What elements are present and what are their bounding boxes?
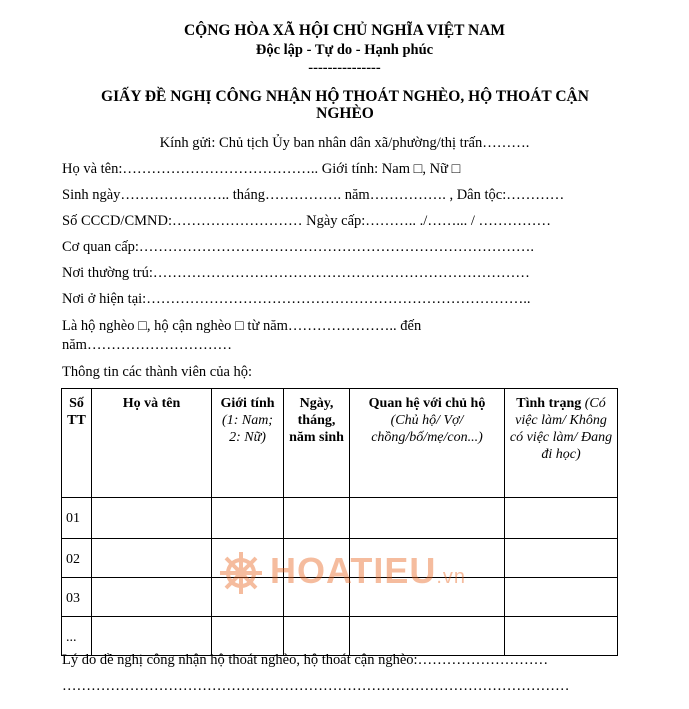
row-number: 03 bbox=[62, 578, 92, 617]
header-status bbox=[505, 389, 618, 498]
table-row bbox=[62, 617, 618, 656]
header-relation-label: Quan hệ với chủ hộ bbox=[368, 396, 486, 411]
header-gender-label: Giới tính bbox=[220, 396, 275, 411]
row-number: ... bbox=[62, 617, 92, 656]
header-gender bbox=[212, 389, 284, 498]
header-name: Họ và tên bbox=[92, 389, 212, 498]
cell-dob[interactable] bbox=[284, 539, 350, 578]
header-relation bbox=[350, 389, 505, 498]
cell-dob[interactable] bbox=[284, 498, 350, 539]
name-gender-field: Họ và tên:………………………………….. Giới tính: Nam □, Nữ □ bbox=[62, 161, 461, 177]
cell-gender[interactable] bbox=[212, 539, 284, 578]
household-status-year: năm………………………… bbox=[62, 337, 232, 353]
table-row bbox=[62, 578, 618, 617]
table-row bbox=[62, 498, 618, 539]
cell-name[interactable] bbox=[92, 578, 212, 617]
household-members-table bbox=[61, 388, 618, 656]
residence-field: Nơi thường trú:…………………………………………………………………… bbox=[62, 265, 530, 281]
cell-status[interactable] bbox=[505, 498, 618, 539]
recipient-line: Kính gửi: Chủ tịch Ủy ban nhân dân xã/phường/thị trấn………. bbox=[159, 135, 530, 151]
reason-field-line2: …………………………………………………………………………………………… bbox=[62, 678, 570, 694]
header-status-note: (Có việc làm/ Không có việc làm/ Đang đi học) bbox=[509, 396, 613, 462]
cell-name[interactable] bbox=[92, 617, 212, 656]
cell-name[interactable] bbox=[92, 498, 212, 539]
issuer-field: Cơ quan cấp:………………………………………………………………………. bbox=[62, 239, 535, 255]
header-dob: Ngày, tháng, năm sinh bbox=[284, 389, 350, 498]
header-status-label: Tình trạng bbox=[516, 396, 582, 411]
cell-dob[interactable] bbox=[284, 617, 350, 656]
cell-status[interactable] bbox=[505, 617, 618, 656]
cell-status[interactable] bbox=[505, 578, 618, 617]
header-relation-note: (Chủ hộ/ Vợ/ chồng/bố/mẹ/con...) bbox=[371, 413, 483, 445]
table-row bbox=[62, 539, 618, 578]
cell-relation[interactable] bbox=[350, 617, 505, 656]
row-number: 02 bbox=[62, 539, 92, 578]
watermark-suffix: .vn bbox=[436, 566, 467, 588]
cell-gender[interactable] bbox=[212, 578, 284, 617]
row-number: 01 bbox=[62, 498, 92, 539]
cell-status[interactable] bbox=[505, 539, 618, 578]
birth-ethnicity-field: Sinh ngày………………….. tháng……………. năm……………. , Dân tộc:………… bbox=[62, 187, 565, 203]
header-gender-note: (1: Nam; 2: Nữ) bbox=[222, 413, 273, 445]
reason-field: Lý do đề nghị công nhận hộ thoát nghèo, hộ thoát cận nghèo:……………………… bbox=[62, 652, 549, 668]
household-status-line: Là hộ nghèo □, hộ cận nghèo □ từ năm………………….. đến bbox=[62, 318, 422, 334]
cell-relation[interactable] bbox=[350, 498, 505, 539]
cell-gender[interactable] bbox=[212, 617, 284, 656]
national-title: CỘNG HÒA XÃ HỘI CHỦ NGHĨA VIỆT NAM bbox=[183, 22, 506, 39]
form-title: GIẤY ĐỀ NGHỊ CÔNG NHẬN HỘ THOÁT NGHÈO, HỘ THOÁT CẬN NGHÈO bbox=[101, 88, 589, 122]
current-address-field: Nơi ở hiện tại:…………………………………………………………………….. bbox=[62, 291, 531, 307]
cell-relation[interactable] bbox=[350, 539, 505, 578]
members-intro: Thông tin các thành viên của hộ: bbox=[62, 364, 253, 380]
cell-gender[interactable] bbox=[212, 498, 284, 539]
cell-relation[interactable] bbox=[350, 578, 505, 617]
cell-name[interactable] bbox=[92, 539, 212, 578]
header-stt: Số TT bbox=[62, 389, 92, 498]
watermark-brand: HOATIEU bbox=[270, 550, 437, 591]
separator: --------------- bbox=[308, 60, 381, 76]
motto: Độc lập - Tự do - Hạnh phúc bbox=[255, 42, 434, 58]
cell-dob[interactable] bbox=[284, 578, 350, 617]
id-number-field: Số CCCD/CMND:……………………… Ngày cấp:……….. ./……... / …………… bbox=[62, 213, 551, 229]
